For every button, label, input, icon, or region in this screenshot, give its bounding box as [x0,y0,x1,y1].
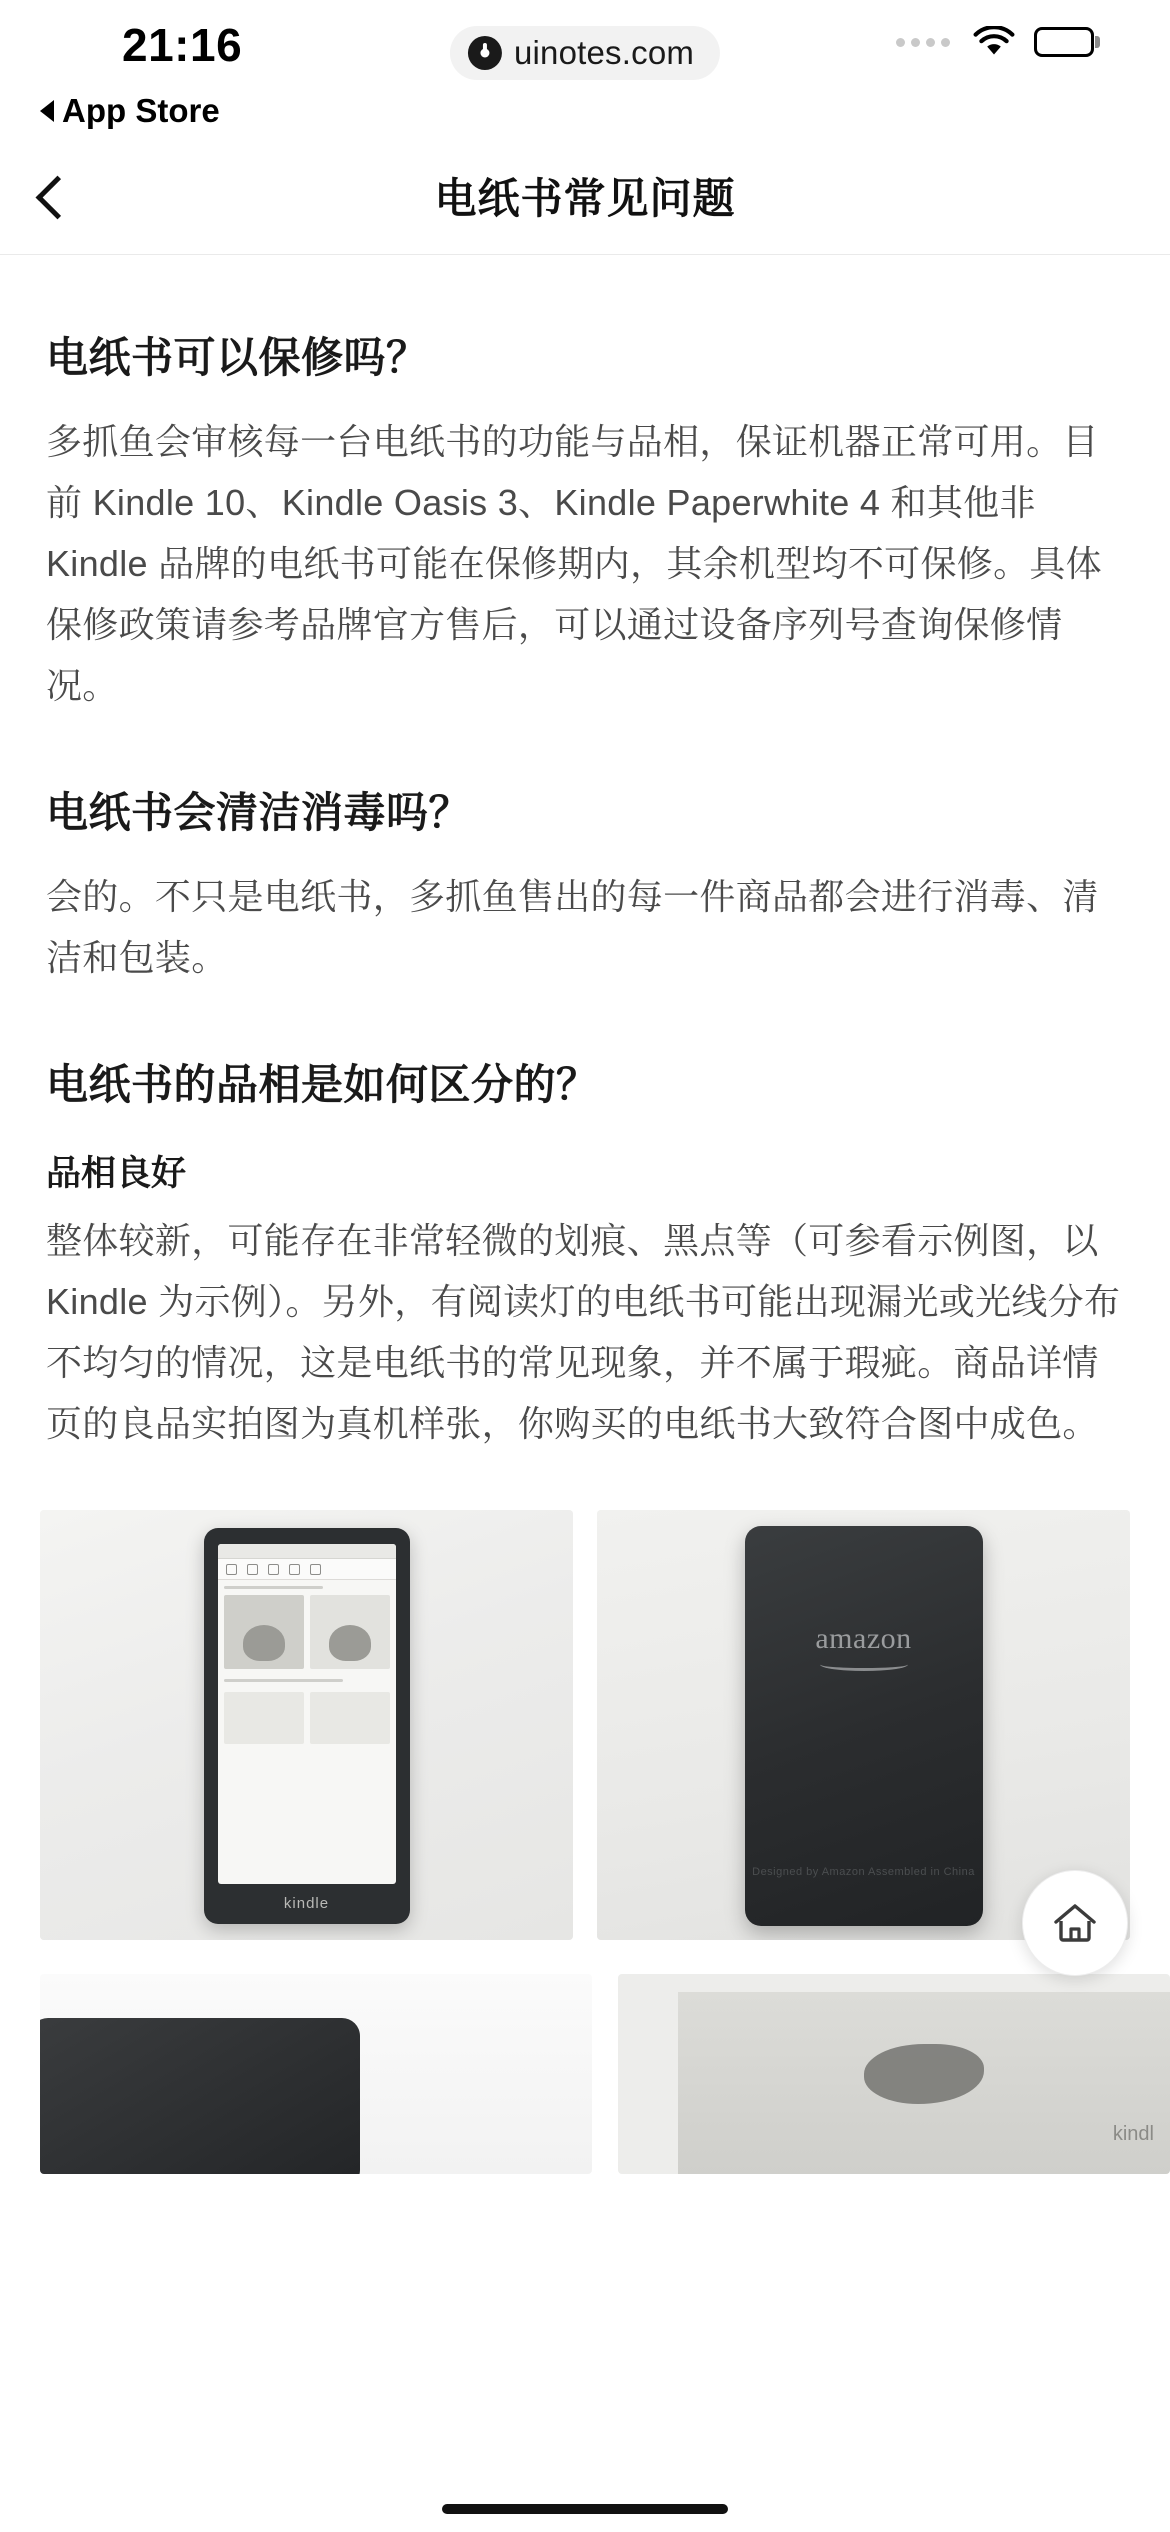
screen-card [310,1692,390,1744]
kindle-edge-photo[interactable] [40,1974,592,2174]
screen-card-row [224,1595,390,1669]
screen-toolbar [218,1559,396,1580]
status-indicators [896,26,1094,58]
amazon-logo: amazon [745,1622,983,1671]
domain-label: uinotes.com [513,34,695,71]
kindle-partial-logo: kindl [1112,2123,1154,2145]
faq-content [0,325,1170,1454]
faq-question-2: 电纸书会清洁消毒吗？ [46,789,472,836]
screen-status-bar [218,1544,396,1559]
example-photo-row [0,1510,1170,1940]
back-to-app-store-label: App Store [62,92,220,129]
address-pill[interactable] [450,26,720,80]
screen-body [218,1580,396,1750]
kindle-screen [218,1544,396,1884]
faq-question-3: 电纸书的品相是如何区分的？ [46,1061,599,1108]
faq-answer-2: 会的。不只是电纸书，多抓鱼售出的每一件商品都会进行消毒、清洁和包装。 [46,876,1099,978]
kindle-front-logo: kindle [283,1895,330,1912]
signal-dots-icon [896,38,950,47]
screen-artifact [864,2044,984,2104]
home-icon [1052,1901,1098,1945]
kindle-front-photo[interactable] [40,1510,573,1940]
back-button[interactable] [28,172,84,228]
kindle-screen-closeup-photo[interactable] [618,1974,1170,2174]
page-title: 电纸书常见问题 [434,175,736,222]
status-time: 21:16 [122,19,243,71]
home-indicator[interactable] [442,2504,728,2514]
home-floating-button[interactable] [1022,1870,1128,1976]
back-triangle-icon [40,100,54,122]
device-edge [40,2018,360,2174]
faq-question-1: 电纸书可以保修吗？ [46,334,429,381]
nav-bar [0,144,1170,255]
screen-card [224,1595,304,1669]
photo-background [678,1992,1170,2174]
screen-card-row-2 [224,1692,390,1744]
device-fineprint: Designed by Amazon Assembled in China [752,1866,975,1878]
faq-answer-1: 多抓鱼会审核每一台电纸书的功能与品相，保证机器正常可用。目前 Kindle 10、Kindle Oasis 3、Kindle Paperwhite 4 和其他非 Kindle 品牌的电纸书可能在保修期内，其余机型均不可保修。具体保修政策请参考品牌官方售后，可以通过设备序列号查询保修情况。 [46,421,1102,706]
faq-subheading-3: 品相良好 [46,1154,187,1193]
wifi-icon [972,26,1016,58]
kindle-device-front [204,1528,410,1924]
screen-card [224,1692,304,1744]
faq-answer-3: 整体较新，可能存在非常轻微的划痕、黑点等（可参看示例图，以 Kindle 为示例）。另外，有阅读灯的电纸书可能出现漏光或光线分布不均匀的情况，这是电纸书的常见现象，并不属于瑕疵。商品详情页的良品实拍图为真机样张，你购买的电纸书大致符合图中成色。 [46,1220,1121,1444]
site-badge-icon [468,36,502,70]
battery-icon [1034,27,1094,57]
screen-card [310,1595,390,1669]
status-bar [0,0,1170,129]
back-to-app-store-button[interactable] [40,92,220,130]
kindle-device-back [745,1526,983,1926]
example-photo-row-2 [0,1974,1170,2174]
